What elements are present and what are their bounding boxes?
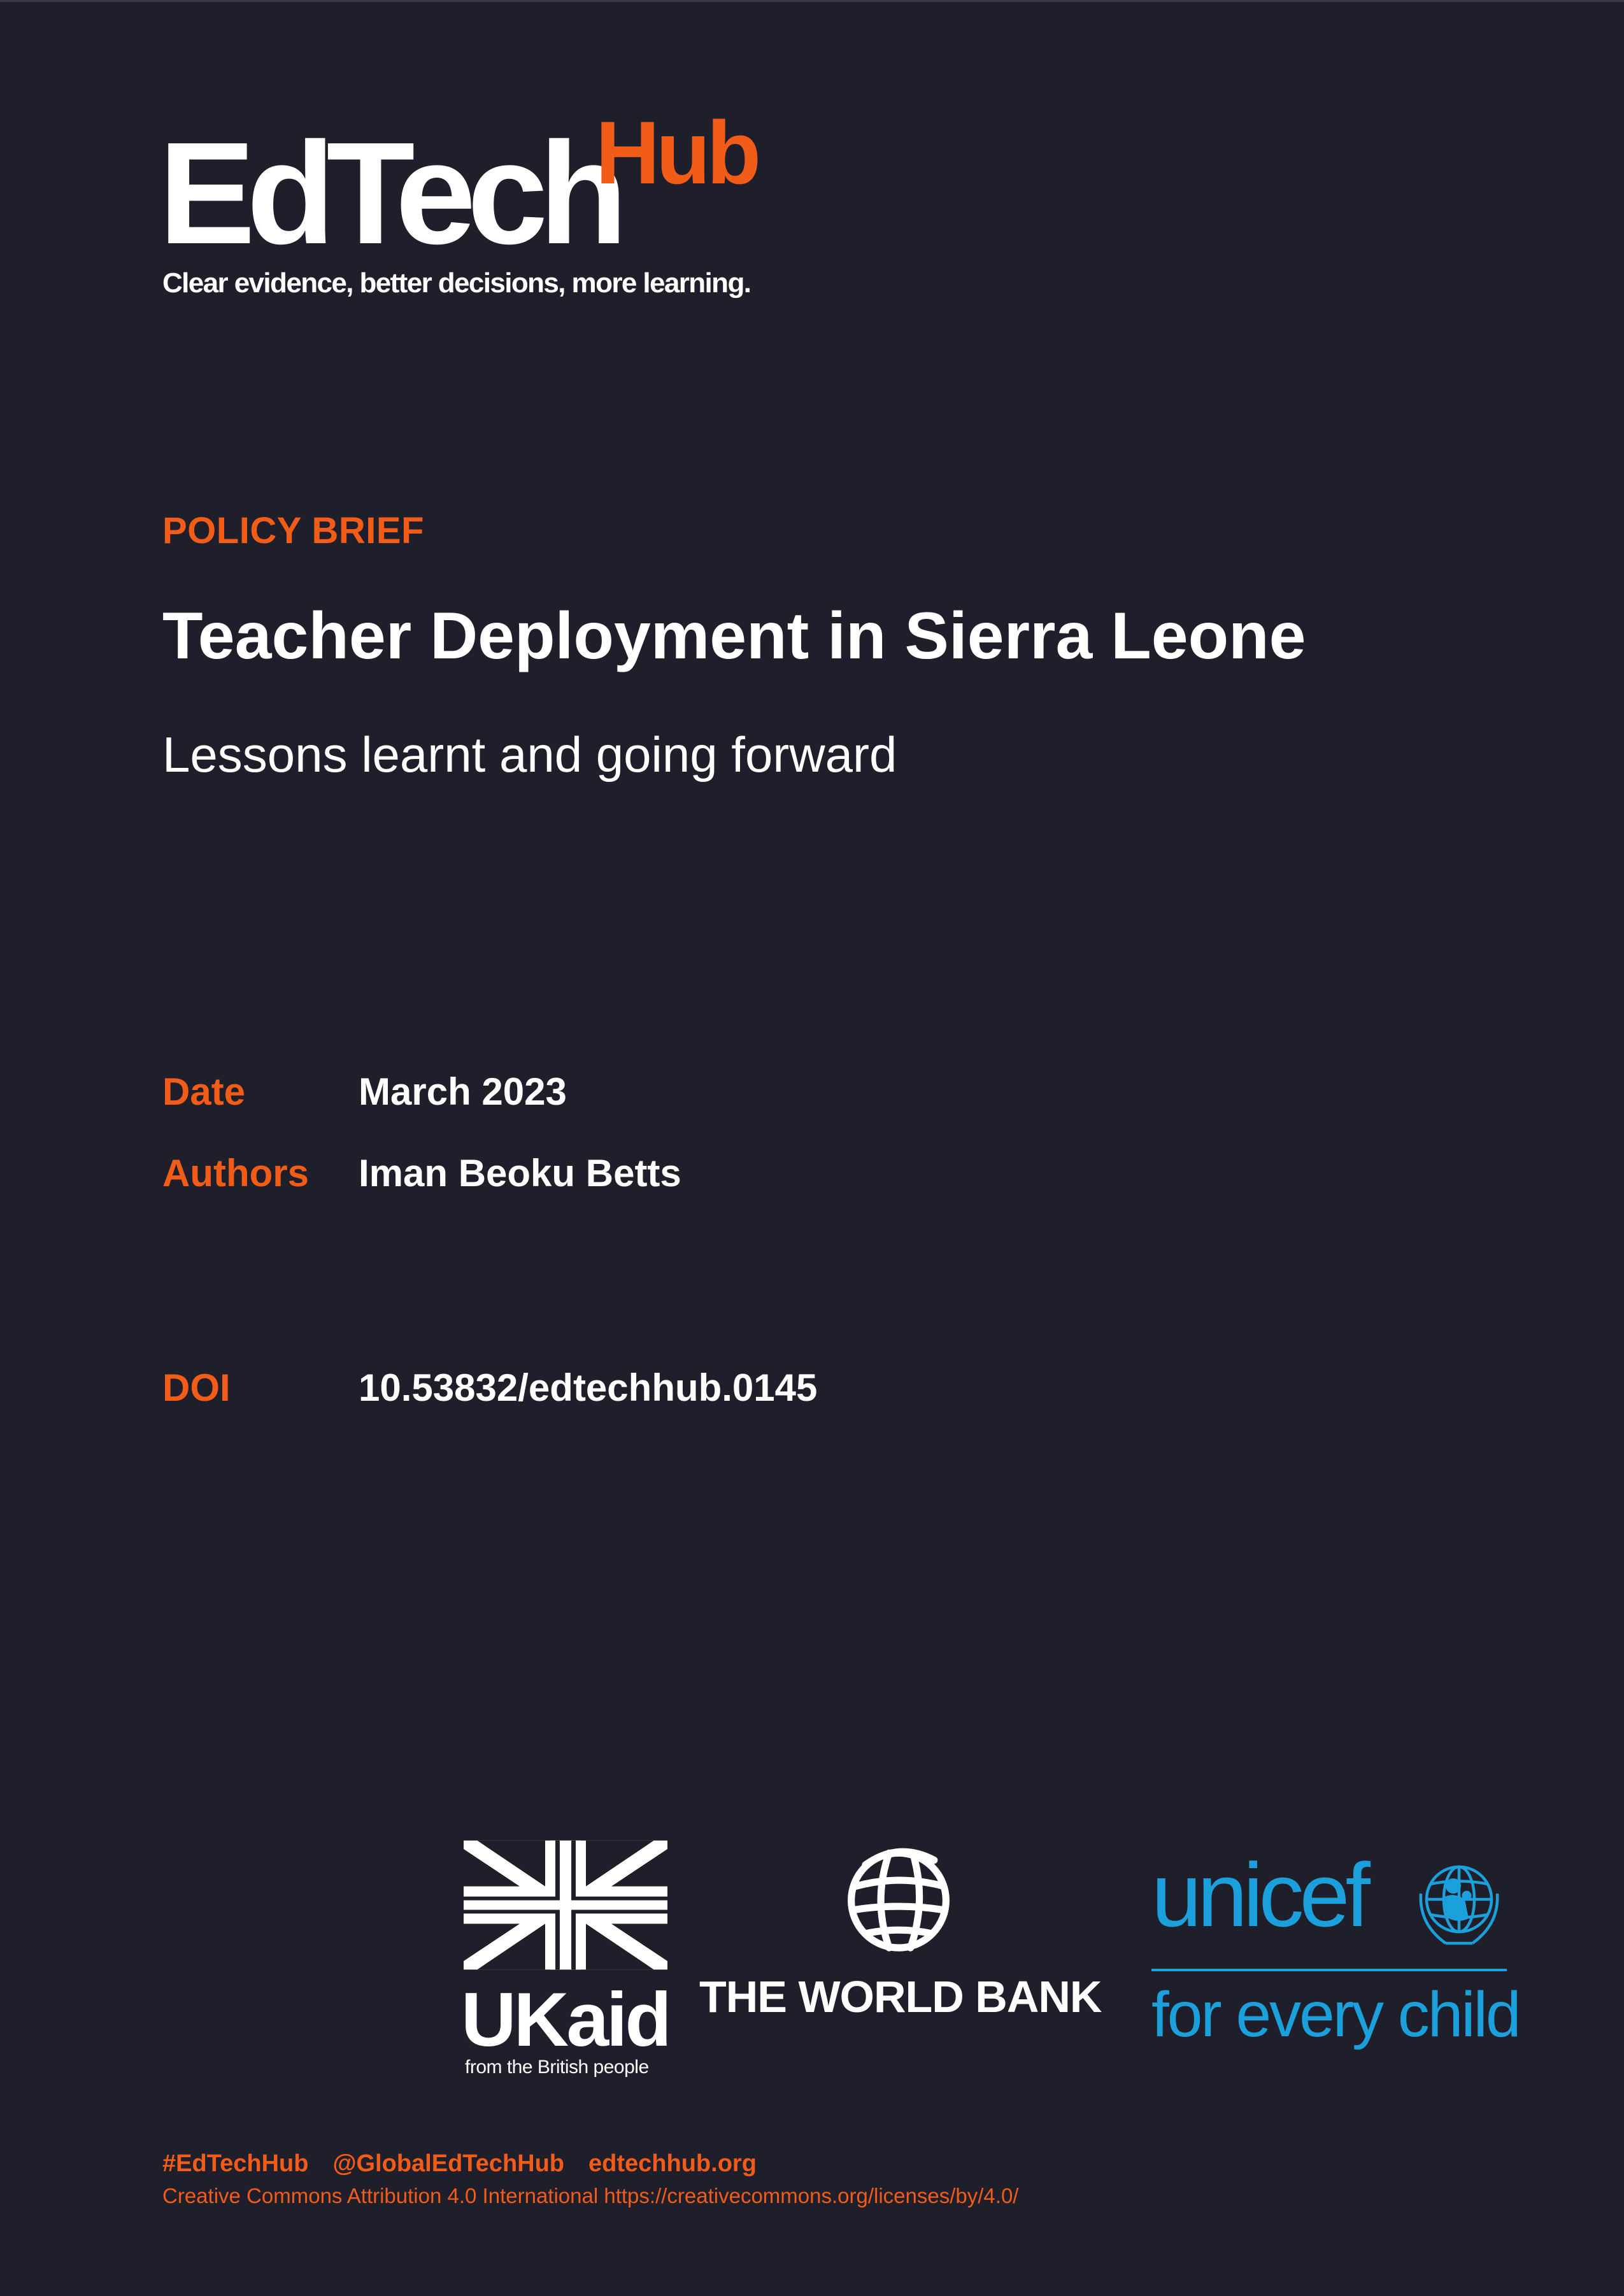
ukaid-logo: [461, 1840, 669, 2078]
ukaid-wordmark: UKaid: [461, 1977, 669, 2062]
logo-tagline: Clear evidence, better decisions, more learning.: [162, 267, 751, 299]
union-flag-icon: [464, 1840, 667, 1970]
date-label: Date: [162, 1070, 246, 1113]
globe-icon: [839, 1839, 958, 1957]
social-handle-link[interactable]: @GlobalEdTechHub: [332, 2150, 565, 2177]
authors-label: Authors: [162, 1152, 309, 1194]
logo-hub-superscript: Hub: [595, 103, 758, 202]
doi-label: DOI: [162, 1366, 231, 1409]
unicef-tagline: for every child: [1151, 1979, 1520, 2050]
top-rule: [0, 0, 1624, 2]
footer-links: [162, 2150, 781, 2178]
page-subtitle: Lessons learnt and going forward: [162, 726, 897, 783]
doi-link[interactable]: 10.53832/edtechhub.0145: [359, 1366, 818, 1409]
page-title: Teacher Deployment in Sierra Leone: [162, 599, 1306, 673]
date-value: March 2023: [359, 1070, 567, 1113]
ukaid-tagline: from the British people: [465, 2057, 649, 2078]
authors-value: Iman Beoku Betts: [359, 1152, 681, 1194]
hashtag-link[interactable]: #EdTechHub: [162, 2150, 309, 2177]
document-type-label: POLICY BRIEF: [162, 510, 424, 551]
unicef-emblem-icon: [1411, 1855, 1507, 1951]
license-text: Creative Commons Attribution 4.0 International https://creativecommons.org/licenses/by/4.0/: [162, 2184, 1019, 2207]
website-link[interactable]: edtechhub.org: [588, 2150, 757, 2177]
unicef-wordmark: unicef: [1151, 1845, 1366, 1946]
unicef-divider: [1151, 1969, 1507, 1971]
world-bank-wordmark: THE WORLD BANK: [699, 1972, 1102, 2022]
logo-wordmark: EdTech: [159, 113, 619, 274]
edtechhub-logo: [159, 103, 787, 312]
